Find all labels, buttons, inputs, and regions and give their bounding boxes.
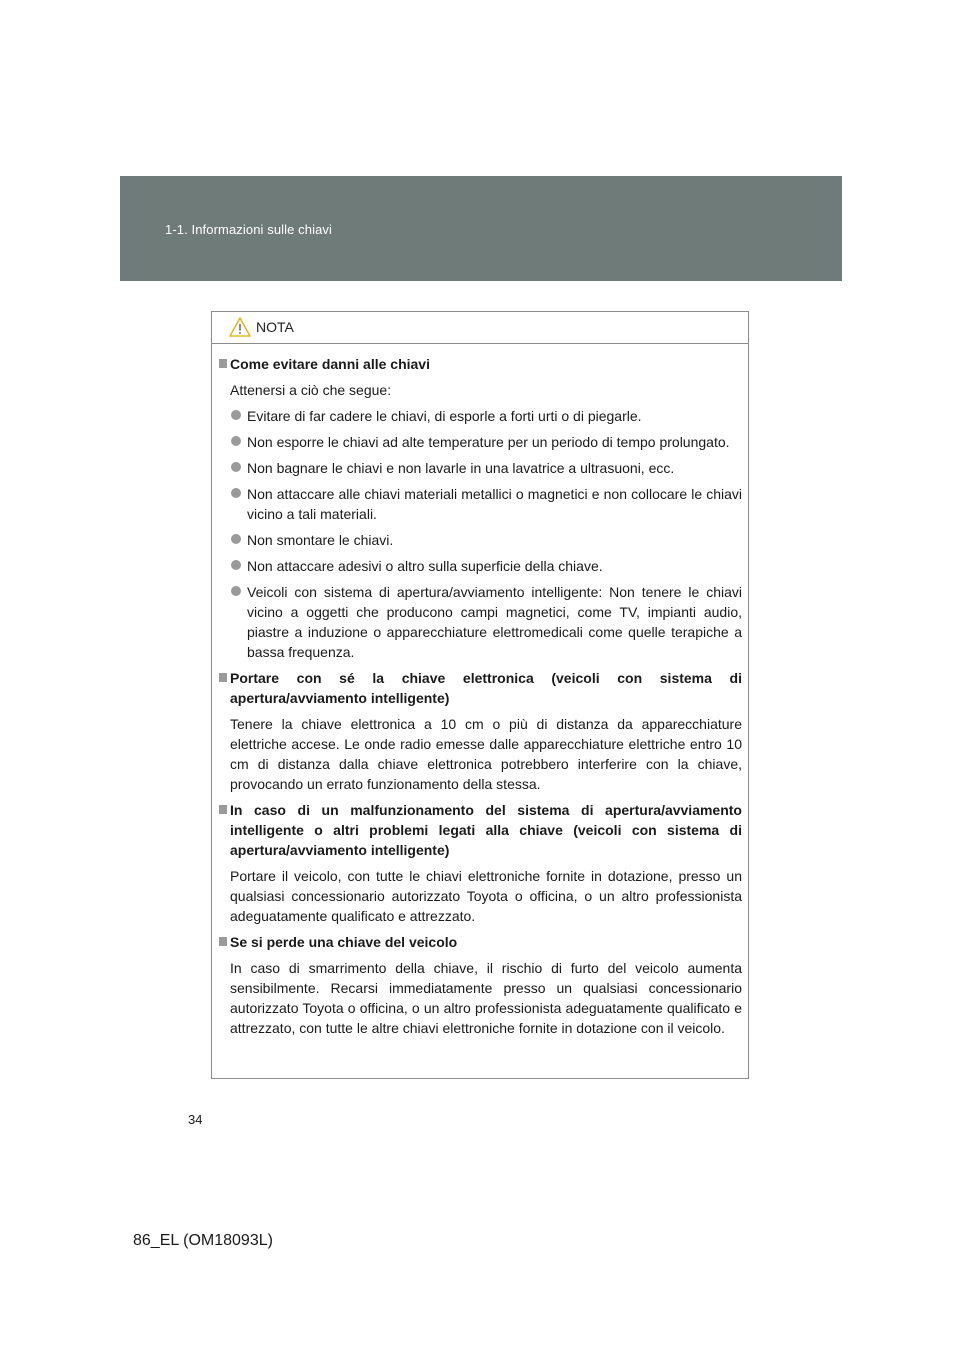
list-item: Non attaccare adesivi o altro sulla superficie della chiave.	[218, 556, 742, 576]
section-text: In caso di smarrimento della chiave, il rischio di furto del veicolo aumenta sensibilmente. Recarsi immediatamente presso un qualsiasi concessionario autorizzato Toyota o officina, o un altro professionista adeguatamente qualificato e attrezzato, con tutte le altre chiavi elettroniche fornite in dotazione con il veicolo.	[230, 960, 742, 1036]
section-text: Portare il veicolo, con tutte le chiavi elettroniche fornite in dotazione, presso un qualsiasi concessionario autorizzato Toyota o officina, o un altro professionista adeguatamente qualificato e attrezzato.	[230, 868, 742, 924]
circle-bullet-icon	[231, 436, 241, 446]
doc-code: 86_EL (OM18093L)	[133, 1232, 273, 1249]
section-title-avoid-damage: Come evitare danni alle chiavi	[218, 354, 742, 374]
section-avoid-damage	[218, 354, 742, 662]
section-text: Tenere la chiave elettronica a 10 cm o più di distanza da apparecchiature elettriche accese. Le onde radio emesse dalle apparecchiature elettriche entro 10 cm di distanza dalla chiave elettronica potrebbero interferire con la chiave, provocando un errato funzionamento della stessa.	[230, 716, 742, 792]
note-body	[212, 344, 748, 1038]
section-malfunction	[218, 800, 742, 926]
section-title: 1-1. Informazioni sulle chiavi	[165, 222, 333, 237]
section-title-malfunction: In caso di un malfunzionamento del sistema di apertura/avviamento intelligente o altri problemi legati alla chiave (veicoli con sistema di apertura/avviamento intelligente)	[218, 800, 742, 860]
note-box	[211, 311, 749, 1079]
section-carry-key	[218, 668, 742, 794]
square-bullet-icon	[219, 673, 227, 682]
square-bullet-icon	[219, 937, 227, 946]
square-bullet-icon	[219, 805, 227, 814]
circle-bullet-icon	[231, 410, 241, 420]
list-item: Non attaccare alle chiavi materiali metallici o magnetici e non collocare le chiavi vicino a tali materiali.	[218, 484, 742, 524]
circle-bullet-icon	[231, 488, 241, 498]
list-item: Non bagnare le chiavi e non lavarle in una lavatrice a ultrasuoni, ecc.	[218, 458, 742, 478]
section-title-carry-key: Portare con sé la chiave elettronica (veicoli con sistema di apertura/avviamento intelligente)	[218, 668, 742, 708]
circle-bullet-icon	[231, 586, 241, 596]
page-number: 34	[188, 1112, 203, 1127]
list-item: Non esporre le chiavi ad alte temperature per un periodo di tempo prolungato.	[218, 432, 742, 452]
circle-bullet-icon	[231, 534, 241, 544]
section-title-lost-key: Se si perde una chiave del veicolo	[218, 932, 742, 952]
warning-triangle-icon	[229, 317, 251, 337]
circle-bullet-icon	[231, 560, 241, 570]
circle-bullet-icon	[231, 462, 241, 472]
square-bullet-icon	[219, 359, 227, 368]
header-band	[120, 176, 842, 281]
note-title: NOTA	[256, 319, 294, 335]
list-item: Evitare di far cadere le chiavi, di esporle a forti urti o di piegarle.	[218, 406, 742, 426]
section-intro: Attenersi a ciò che segue:	[230, 382, 392, 398]
list-item: Non smontare le chiavi.	[218, 530, 742, 550]
note-header	[212, 312, 748, 344]
section-lost-key	[218, 932, 742, 1038]
list-item: Veicoli con sistema di apertura/avviamento intelligente: Non tenere le chiavi vicino a oggetti che producono campi magnetici, come TV, impianti audio, piastre a induzione o apparecchiature elettromedicali come quelle terapiche a bassa frequenza.	[218, 582, 742, 662]
